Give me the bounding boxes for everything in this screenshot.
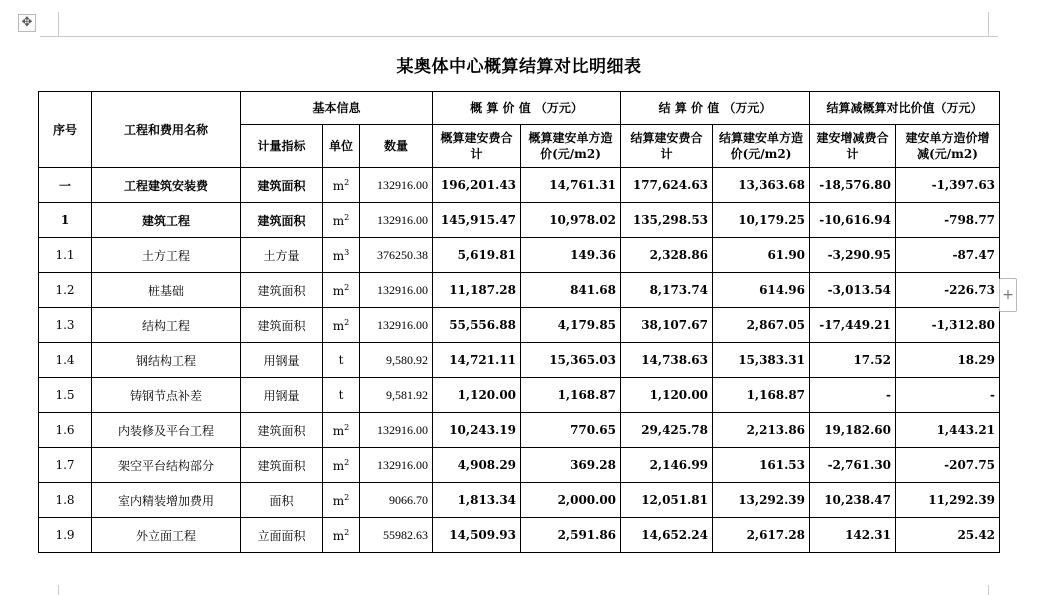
cell-diff-unit-cost-text: -1,312.80 [931,318,996,332]
cell-budget-total-text: 14,721.11 [449,353,517,367]
cell-settle-unit-cost-text: 10,179.25 [738,213,806,227]
cell-quantity-text: 376250.38 [377,247,429,262]
cell-unit-text: m [332,528,345,543]
move-arrows-icon: ✥ [21,15,33,30]
cell-name[interactable] [92,273,241,308]
cell-settle-total[interactable] [621,448,713,483]
cell-metric-text: 建筑面积 [257,423,306,438]
cell-name[interactable] [92,203,241,238]
cell-diff-unit-cost-text: 11,292.39 [928,493,996,507]
cell-settle-unit-cost[interactable] [713,168,810,203]
comparison-table [38,91,1000,553]
cell-quantity[interactable] [360,168,433,203]
cell-diff-total-text: -17,449.21 [819,318,892,332]
page-guide-left [58,12,59,36]
table-row [39,378,1000,413]
table-row [39,203,1000,238]
cell-settle-unit-cost[interactable] [713,343,810,378]
cell-diff-total-text: 142.31 [845,528,892,542]
cell-settle-unit-cost[interactable] [713,308,810,343]
cell-budget-unit-cost[interactable] [521,448,621,483]
cell-diff-total-text: -3,290.95 [827,248,892,262]
cell-quantity-text: 132916.00 [377,422,429,437]
cell-metric-text: 用钢量 [263,353,300,368]
page-guide-right [988,12,989,36]
cell-name-text: 内装修及平台工程 [117,423,214,438]
cell-settle-unit-cost[interactable] [713,413,810,448]
cell-settle-total[interactable] [621,483,713,518]
cell-diff-unit-cost[interactable] [896,518,1000,553]
cell-budget-unit-cost[interactable] [521,238,621,273]
cell-budget-total-text: 14,509.93 [449,528,517,542]
unit-exponent: 2 [344,177,350,187]
page-guide-bottom-left [58,585,59,595]
cell-unit[interactable] [323,273,360,308]
table-row [39,483,1000,518]
cell-name[interactable] [92,518,241,553]
cell-metric-text: 建筑面积 [257,458,306,473]
cell-index[interactable] [39,238,92,273]
cell-unit[interactable] [323,238,360,273]
cell-unit-text: m [332,318,345,333]
cell-quantity-text: 132916.00 [377,457,429,472]
cell-settle-unit-cost-text: 13,363.68 [738,178,806,192]
cell-quantity[interactable] [360,238,433,273]
unit-exponent: 2 [344,457,350,467]
cell-index[interactable] [39,448,92,483]
cell-unit[interactable] [323,518,360,553]
cell-unit-text: m [332,423,345,438]
cell-budget-unit-cost-text: 14,761.31 [549,178,617,192]
cell-diff-unit-cost[interactable] [896,203,1000,238]
cell-diff-unit-cost[interactable] [896,238,1000,273]
cell-name-text: 架空平台结构部分 [117,458,214,473]
cell-settle-unit-cost-text: 1,168.87 [746,388,806,402]
cell-diff-unit-cost[interactable] [896,273,1000,308]
cell-index[interactable] [39,273,92,308]
add-row-handle[interactable] [999,278,1017,312]
cell-budget-total[interactable] [433,238,521,273]
cell-quantity-text: 132916.00 [377,317,429,332]
cell-name-text: 土方工程 [141,248,190,263]
cell-name-text: 结构工程 [141,318,190,333]
cell-diff-total[interactable] [810,518,896,553]
cell-unit[interactable] [323,448,360,483]
cell-settle-total-text: 14,738.63 [641,353,709,367]
cell-index-text: 1.8 [55,493,75,507]
header-budget-total: 概算建安费合计 [433,125,521,168]
cell-unit-text: m [332,458,345,473]
cell-unit[interactable] [323,343,360,378]
table-row [39,308,1000,343]
cell-budget-total[interactable] [433,343,521,378]
cell-settle-unit-cost[interactable] [713,483,810,518]
cell-budget-unit-cost-text: 15,365.03 [549,353,617,367]
cell-name[interactable] [92,413,241,448]
cell-metric-text: 建筑面积 [257,213,306,228]
cell-settle-total[interactable] [621,518,713,553]
cell-settle-total-text: 38,107.67 [641,318,709,332]
table-row [39,448,1000,483]
cell-settle-unit-cost[interactable] [713,378,810,413]
header-diff-unit-cost: 建安单方造价增减(元/m2) [896,125,1000,168]
cell-diff-total-text: 17.52 [853,353,892,367]
cell-index-text: 1 [60,213,70,227]
cell-index[interactable] [39,203,92,238]
cell-budget-unit-cost[interactable] [521,518,621,553]
cell-diff-unit-cost-text: 25.42 [957,528,996,542]
cell-budget-unit-cost-text: 841.68 [570,283,617,297]
table-row [39,343,1000,378]
cell-settle-unit-cost[interactable] [713,238,810,273]
table-row [39,168,1000,203]
table-row [39,413,1000,448]
cell-diff-total[interactable] [810,273,896,308]
cell-index-text: 1.4 [55,353,75,367]
cell-quantity[interactable] [360,308,433,343]
cell-budget-unit-cost-text: 770.65 [570,423,617,437]
header-diff-group: 结算减概算对比价值（万元） [810,92,1000,125]
cell-settle-total[interactable] [621,378,713,413]
cell-settle-total[interactable] [621,273,713,308]
header-diff-total: 建安增减费合计 [810,125,896,168]
cell-settle-total-text: 8,173.74 [649,283,709,297]
cell-budget-unit-cost-text: 10,978.02 [549,213,617,227]
cell-diff-unit-cost-text: - [990,388,996,402]
unit-exponent: 3 [344,247,350,257]
table-row [39,518,1000,553]
cell-unit-text: t [338,353,344,367]
cell-diff-unit-cost[interactable] [896,483,1000,518]
cell-budget-unit-cost[interactable] [521,378,621,413]
cell-index-text: 1.6 [55,423,75,437]
cell-budget-unit-cost[interactable] [521,168,621,203]
cell-index[interactable] [39,518,92,553]
cell-budget-unit-cost[interactable] [521,343,621,378]
cell-budget-total-text: 11,187.28 [449,283,517,297]
header-settle-group: 结 算 价 值 （万元） [621,92,810,125]
cell-metric[interactable] [241,168,323,203]
cell-diff-unit-cost[interactable] [896,343,1000,378]
cell-budget-total-text: 145,915.47 [440,213,517,227]
unit-exponent: 2 [344,492,350,502]
cell-metric[interactable] [241,378,323,413]
cell-metric-text: 建筑面积 [257,178,306,193]
cell-metric[interactable] [241,273,323,308]
cell-settle-unit-cost-text: 614.96 [759,283,806,297]
cell-quantity-text: 9,581.92 [386,387,429,402]
cell-diff-unit-cost[interactable] [896,413,1000,448]
cell-diff-unit-cost-text: -226.73 [944,283,996,297]
cell-unit[interactable] [323,308,360,343]
cell-index[interactable] [39,168,92,203]
cell-budget-total-text: 1,813.34 [457,493,517,507]
page-guide-top [40,36,998,37]
header-unit: 单位 [323,125,360,168]
cell-budget-total[interactable] [433,273,521,308]
cell-settle-unit-cost[interactable] [713,448,810,483]
cell-settle-unit-cost-text: 2,213.86 [746,423,806,437]
cell-settle-total-text: 2,146.99 [649,458,709,472]
header-name: 工程和费用名称 [92,92,241,168]
cell-budget-total-text: 4,908.29 [457,458,517,472]
cell-settle-total-text: 135,298.53 [632,213,709,227]
cell-metric-text: 用钢量 [263,388,300,403]
cell-budget-total-text: 196,201.43 [440,178,517,192]
cell-budget-unit-cost[interactable] [521,483,621,518]
cell-diff-total-text: -18,576.80 [819,178,892,192]
cell-quantity[interactable] [360,203,433,238]
cell-budget-total-text: 55,556.88 [449,318,517,332]
cell-settle-total[interactable] [621,238,713,273]
cell-budget-unit-cost-text: 1,168.87 [557,388,617,402]
cell-budget-total[interactable] [433,203,521,238]
cell-budget-total[interactable] [433,448,521,483]
cell-budget-total[interactable] [433,308,521,343]
cell-diff-unit-cost-text: 18.29 [957,353,996,367]
cell-name-text: 钢结构工程 [135,353,196,368]
cell-diff-unit-cost[interactable] [896,308,1000,343]
cell-diff-unit-cost[interactable] [896,448,1000,483]
cell-index-text: 1.2 [55,283,75,297]
cell-unit[interactable] [323,203,360,238]
cell-diff-unit-cost-text: -207.75 [944,458,996,472]
cell-budget-unit-cost-text: 4,179.85 [557,318,617,332]
cell-budget-unit-cost[interactable] [521,203,621,238]
cell-quantity-text: 132916.00 [377,212,429,227]
cell-settle-unit-cost-text: 2,617.28 [746,528,806,542]
cell-settle-total[interactable] [621,203,713,238]
cell-quantity-text: 132916.00 [377,282,429,297]
cell-unit-text: m [332,213,345,228]
cell-index-text: 1.9 [55,528,75,542]
cell-quantity[interactable] [360,483,433,518]
cell-unit[interactable] [323,168,360,203]
cell-index[interactable] [39,378,92,413]
cell-unit-text: m [332,493,345,508]
cell-unit-text: m [332,283,345,298]
cell-settle-total-text: 177,624.63 [632,178,709,192]
cell-index[interactable] [39,413,92,448]
unit-exponent: 2 [344,317,350,327]
cell-diff-total[interactable] [810,448,896,483]
cell-metric[interactable] [241,483,323,518]
cell-name-text: 外立面工程 [135,528,196,543]
cell-settle-total[interactable] [621,168,713,203]
unit-exponent: 2 [344,212,350,222]
cell-metric-text: 土方量 [263,248,300,263]
cell-settle-total-text: 12,051.81 [641,493,709,507]
header-quantity: 数量 [360,125,433,168]
cell-diff-total-text: - [886,388,892,402]
cell-quantity[interactable] [360,273,433,308]
cell-quantity-text: 55982.63 [383,527,429,542]
cell-unit-text: t [338,388,344,402]
cell-name[interactable] [92,343,241,378]
cell-diff-total[interactable] [810,238,896,273]
cell-settle-unit-cost-text: 2,867.05 [746,318,806,332]
cell-settle-total-text: 29,425.78 [641,423,709,437]
cell-diff-total[interactable] [810,168,896,203]
cell-diff-total-text: -2,761.30 [827,458,892,472]
cell-diff-total[interactable] [810,308,896,343]
cell-settle-unit-cost[interactable] [713,203,810,238]
header-metric: 计量指标 [241,125,323,168]
cell-settle-total-text: 1,120.00 [649,388,709,402]
cell-budget-unit-cost[interactable] [521,308,621,343]
page-title: 某奥体中心概算结算对比明细表 [396,57,642,77]
cell-name[interactable] [92,308,241,343]
cell-settle-total[interactable] [621,343,713,378]
cell-quantity[interactable] [360,413,433,448]
cell-metric[interactable] [241,518,323,553]
cell-diff-total-text: 19,182.60 [824,423,892,437]
unit-exponent: 2 [344,282,350,292]
cell-name[interactable] [92,483,241,518]
cell-index-text: 1.7 [55,458,75,472]
cell-budget-total[interactable] [433,483,521,518]
cell-name-text: 建筑工程 [141,213,190,228]
cell-quantity[interactable] [360,378,433,413]
cell-diff-total[interactable] [810,343,896,378]
cell-diff-unit-cost-text: 1,443.21 [936,423,996,437]
cell-unit-text: m [332,178,345,193]
page-guide-bottom-right [988,585,989,595]
cell-settle-total-text: 14,652.24 [641,528,709,542]
cell-index[interactable] [39,483,92,518]
cell-diff-total[interactable] [810,203,896,238]
cell-index-text: 1.5 [55,388,75,402]
cell-diff-unit-cost[interactable] [896,168,1000,203]
cell-settle-unit-cost[interactable] [713,518,810,553]
cell-quantity-text: 132916.00 [377,177,429,192]
cell-budget-unit-cost[interactable] [521,273,621,308]
cell-budget-total[interactable] [433,168,521,203]
cell-diff-unit-cost-text: -798.77 [944,213,996,227]
cell-settle-unit-cost-text: 13,292.39 [738,493,806,507]
cell-diff-total-text: 10,238.47 [824,493,892,507]
header-index: 序号 [39,92,92,168]
cell-diff-total[interactable] [810,378,896,413]
cell-unit[interactable] [323,413,360,448]
cell-diff-total[interactable] [810,483,896,518]
cell-quantity[interactable] [360,343,433,378]
cell-settle-total[interactable] [621,413,713,448]
cell-metric-text: 建筑面积 [257,318,306,333]
cell-budget-unit-cost-text: 2,591.86 [557,528,617,542]
unit-exponent: 2 [344,527,350,537]
cell-index-text: 1.1 [55,248,75,262]
plus-icon: + [1002,287,1014,303]
cell-metric-text: 面积 [269,493,294,508]
cell-metric[interactable] [241,308,323,343]
cell-settle-unit-cost-text: 161.53 [759,458,806,472]
cell-settle-unit-cost-text: 15,383.31 [738,353,806,367]
cell-settle-total-text: 2,328.86 [649,248,709,262]
cell-metric[interactable] [241,203,323,238]
cell-diff-unit-cost-text: -1,397.63 [931,178,996,192]
cell-budget-total[interactable] [433,518,521,553]
cell-metric-text: 立面面积 [257,528,306,543]
table-row [39,238,1000,273]
header-basic-info: 基本信息 [241,92,433,125]
cell-budget-unit-cost-text: 149.36 [570,248,617,262]
cell-index-text: 1.3 [55,318,75,332]
cell-metric[interactable] [241,343,323,378]
cell-name[interactable] [92,238,241,273]
cell-metric-text: 建筑面积 [257,283,306,298]
cell-name[interactable] [92,378,241,413]
unit-exponent: 2 [344,422,350,432]
header-settle-unit-cost: 结算建安单方造价(元/m2) [713,125,810,168]
cell-diff-unit-cost-text: -87.47 [952,248,996,262]
cell-unit[interactable] [323,378,360,413]
cell-index-text: 一 [58,178,71,193]
cell-unit-text: m [332,248,345,263]
cell-name[interactable] [92,168,241,203]
header-settle-total: 结算建安费合计 [621,125,713,168]
cell-quantity[interactable] [360,518,433,553]
cell-metric[interactable] [241,448,323,483]
cell-name-text: 工程建筑安装费 [123,178,208,193]
cell-settle-total[interactable] [621,308,713,343]
cell-budget-total[interactable] [433,378,521,413]
cell-budget-unit-cost[interactable] [521,413,621,448]
cell-metric[interactable] [241,413,323,448]
cell-budget-total-text: 5,619.81 [457,248,517,262]
cell-budget-total-text: 10,243.19 [449,423,517,437]
cell-budget-unit-cost-text: 2,000.00 [557,493,617,507]
cell-diff-total-text: -10,616.94 [819,213,892,227]
cell-quantity-text: 9,580.92 [386,352,429,367]
cell-diff-total-text: -3,013.54 [827,283,892,297]
table-row [39,273,1000,308]
cell-index[interactable] [39,343,92,378]
cell-index[interactable] [39,308,92,343]
table-move-handle[interactable] [18,14,36,32]
cell-name-text: 桩基础 [147,283,184,298]
cell-settle-unit-cost-text: 61.90 [767,248,806,262]
cell-budget-unit-cost-text: 369.28 [570,458,617,472]
cell-quantity[interactable] [360,448,433,483]
header-budget-group: 概 算 价 值 （万元） [433,92,621,125]
cell-budget-total-text: 1,120.00 [457,388,517,402]
cell-unit[interactable] [323,483,360,518]
cell-name-text: 铸钢节点补差 [129,388,202,403]
cell-metric[interactable] [241,238,323,273]
cell-settle-unit-cost[interactable] [713,273,810,308]
cell-diff-total[interactable] [810,413,896,448]
cell-name[interactable] [92,448,241,483]
cell-budget-total[interactable] [433,413,521,448]
cell-quantity-text: 9066.70 [389,492,429,507]
header-budget-unit-cost: 概算建安单方造价(元/m2) [521,125,621,168]
cell-diff-unit-cost[interactable] [896,378,1000,413]
cell-name-text: 室内精装增加费用 [117,493,214,508]
